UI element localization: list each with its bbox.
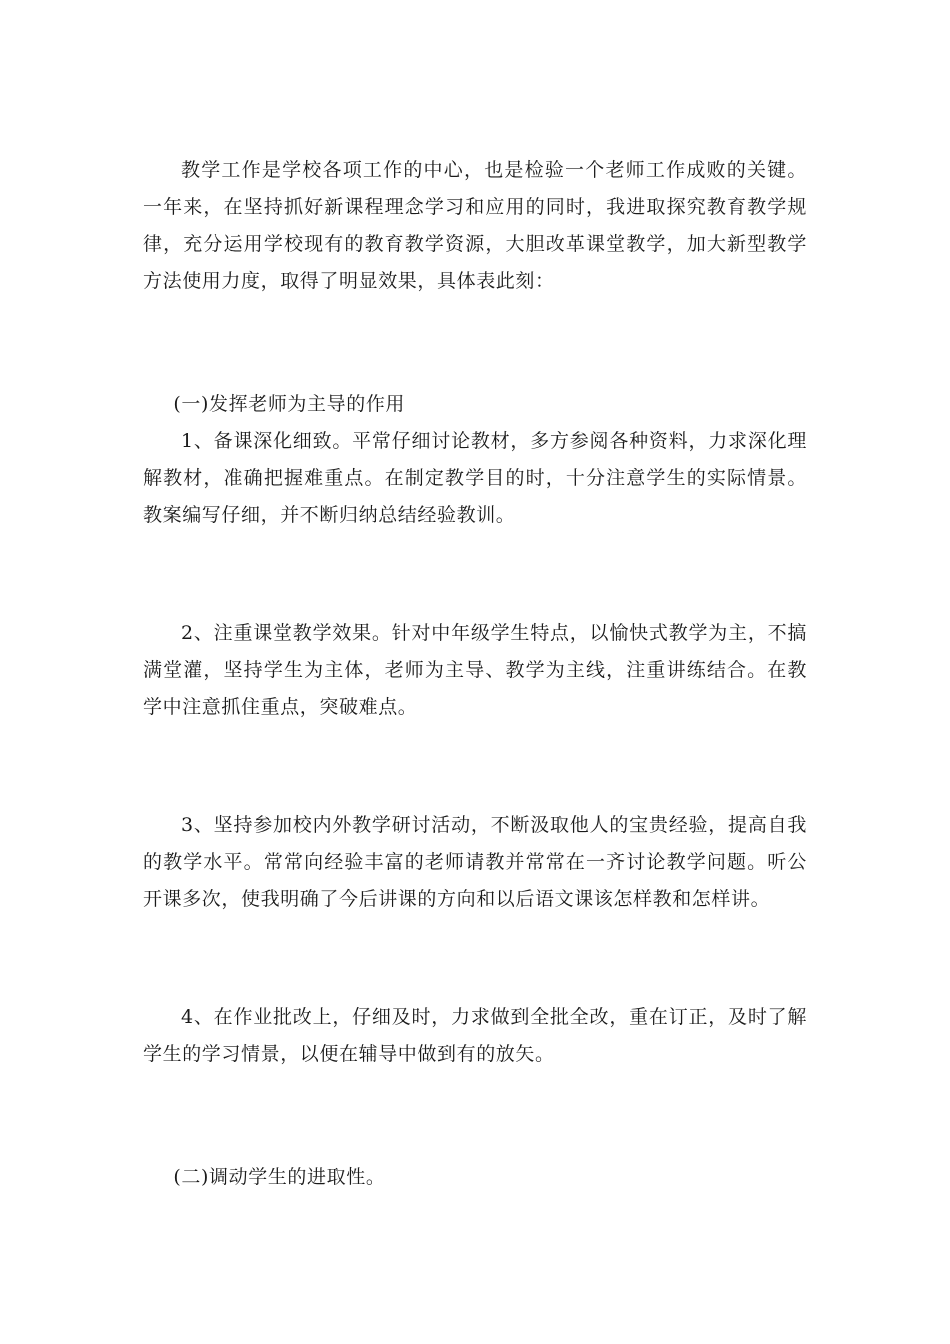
item-paragraph-1: 1、备课深化细致。平常仔细讨论教材，多方参阅各种资料，力求深化理解教材，准确把握难重点。在制定教学目的时，十分注意学生的实际情景。教案编写仔细，并不断归纳总结经验教训。 [143,430,807,526]
intro-paragraph: 教学工作是学校各项工作的中心，也是检验一个老师工作成败的关键。一年来，在坚持抓好新课程理念学习和应用的同时，我进取探究教育教学规律，充分运用学校现有的教育教学资源，大胆改革课堂教学，加大新型教学方法使用力度，取得了明显效果，具体表此刻： [143,159,807,292]
item-paragraph-4: 4、在作业批改上，仔细及时，力求做到全批全改，重在订正，及时了解学生的学习情景，以便在辅导中做到有的放矢。 [143,1006,807,1065]
document-body [143,152,807,1196]
section-heading-1: (一)发挥老师为主导的作用 [173,393,406,415]
item-paragraph-2: 2、注重课堂教学效果。针对中年级学生特点，以愉快式教学为主，不搞满堂灌，坚持学生为主体，老师为主导、教学为主线，注重讲练结合。在教学中注意抓住重点，突破难点。 [143,622,807,718]
section-heading-2: (二)调动学生的进取性。 [173,1166,386,1188]
item-paragraph-3: 3、坚持参加校内外教学研讨活动，不断汲取他人的宝贵经验，提高自我的教学水平。常常向经验丰富的老师请教并常常在一齐讨论教学问题。听公开课多次，使我明确了今后讲课的方向和以后语文课该怎样教和怎样讲。 [143,814,807,910]
